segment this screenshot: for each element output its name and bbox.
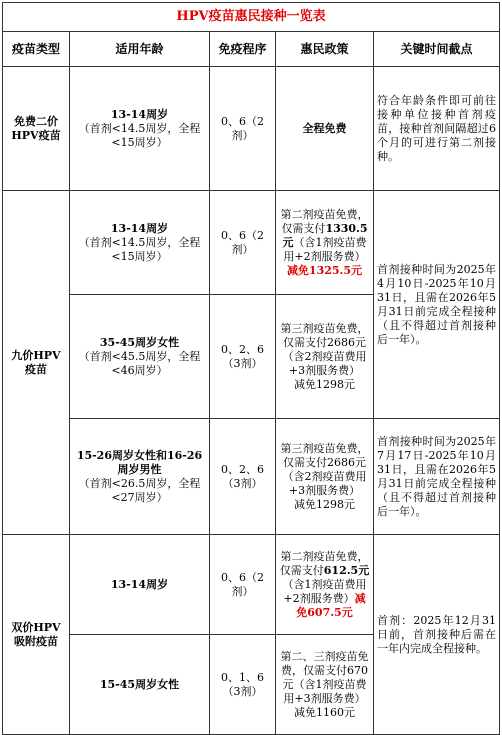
policy-text: 第三剂疫苗免费，仅需支付2686元（含2剂疫苗费用+3剂服务费） bbox=[280, 441, 369, 497]
table-row bbox=[3, 535, 500, 635]
header-deadline: 关键时间截点 bbox=[374, 32, 500, 67]
policy-text: 第二剂疫苗免费，仅需支付 bbox=[279, 549, 369, 577]
policy: 全程免费 bbox=[276, 67, 374, 191]
deadline: 首剂接种时间为2025年4月10日-2025年10月31日，且需在2026年5月31日前完成全程接种（且不得超过首剂接种后一年）。 bbox=[374, 191, 500, 419]
vaccine-type: 双价HPV吸附疫苗 bbox=[3, 535, 70, 735]
policy-text: 第三剂疫苗免费，仅需支付2686元（含2剂疫苗费用+3剂服务费） bbox=[280, 321, 369, 377]
policy bbox=[276, 295, 374, 419]
deadline: 首剂：2025年12月31日前，首剂接种后需在一年内完成全程接种。 bbox=[374, 535, 500, 735]
header-row bbox=[3, 32, 500, 67]
vaccine-type: 九价HPV疫苗 bbox=[3, 191, 70, 535]
table-row bbox=[3, 67, 500, 191]
schedule: 0、2、6（3剂） bbox=[210, 295, 276, 419]
age-cell bbox=[70, 191, 210, 295]
schedule: 0、6（2剂） bbox=[210, 535, 276, 635]
table-row bbox=[3, 419, 500, 535]
age-sub: （首剂<26.5周岁，全程<27周岁） bbox=[78, 476, 201, 504]
policy-text: 第二剂疫苗免费，仅需支付 bbox=[280, 207, 369, 235]
age-main: 35-45周岁女性 bbox=[99, 335, 180, 349]
policy-discount: 减免1298元 bbox=[294, 377, 355, 391]
policy-text: 第二、三剂疫苗免费，仅需支付670元（含1剂疫苗费用+3剂服务费） bbox=[280, 649, 369, 705]
age-main: 13-14周岁 bbox=[70, 535, 210, 635]
policy-discount: 减免1160元 bbox=[294, 705, 355, 719]
policy-detail: （含1剂疫苗费用+2剂服务费） bbox=[282, 577, 367, 605]
policy-discount: 减免607.5元 bbox=[296, 591, 366, 619]
age-cell bbox=[70, 67, 210, 191]
deadline: 首剂接种时间为2025年7月17日-2025年10月31日，且需在2026年5月31日前完成全程接种（且不得超过首剂接种后一年）。 bbox=[374, 419, 500, 535]
policy bbox=[276, 419, 374, 535]
age-sub: （首剂<14.5周岁，全程<15周岁） bbox=[78, 121, 201, 149]
header-schedule: 免疫程序 bbox=[210, 32, 276, 67]
age-sub: （首剂<14.5周岁，全程<15周岁） bbox=[78, 235, 201, 263]
age-main: 13-14周岁 bbox=[110, 107, 169, 121]
deadline: 符合年龄条件即可前往接种单位接种首剂疫苗，接种首剂间隔超过6个月的可进行第二剂接种。 bbox=[374, 67, 500, 191]
schedule: 0、2、6（3剂） bbox=[210, 419, 276, 535]
age-cell bbox=[70, 419, 210, 535]
age-main: 15-26周岁女性和16-26周岁男性 bbox=[76, 448, 203, 476]
age-main: 15-45周岁女性 bbox=[70, 635, 210, 735]
age-sub: （首剂<45.5周岁，全程<46周岁） bbox=[78, 349, 201, 377]
policy bbox=[276, 191, 374, 295]
table-row bbox=[3, 191, 500, 295]
header-policy: 惠民政策 bbox=[276, 32, 374, 67]
schedule: 0、6（2剂） bbox=[210, 191, 276, 295]
policy-price: 612.5元 bbox=[323, 563, 370, 577]
header-vaccine-type: 疫苗类型 bbox=[3, 32, 70, 67]
policy-price: 1330.5元 bbox=[282, 221, 368, 249]
schedule: 0、6（2剂） bbox=[210, 67, 276, 191]
schedule: 0、1、6（3剂） bbox=[210, 635, 276, 735]
policy-detail: （含1剂疫苗费用+2剂服务费） bbox=[283, 235, 367, 263]
policy bbox=[276, 535, 374, 635]
vaccine-type: 免费二价HPV疫苗 bbox=[3, 67, 70, 191]
hpv-vaccine-table bbox=[2, 2, 500, 735]
policy-discount: 减免1298元 bbox=[294, 497, 355, 511]
policy bbox=[276, 635, 374, 735]
header-age: 适用年龄 bbox=[70, 32, 210, 67]
age-cell bbox=[70, 295, 210, 419]
table-title: HPV疫苗惠民接种一览表 bbox=[3, 3, 500, 32]
policy-discount: 减免1325.5元 bbox=[286, 263, 363, 277]
age-main: 13-14周岁 bbox=[110, 221, 169, 235]
